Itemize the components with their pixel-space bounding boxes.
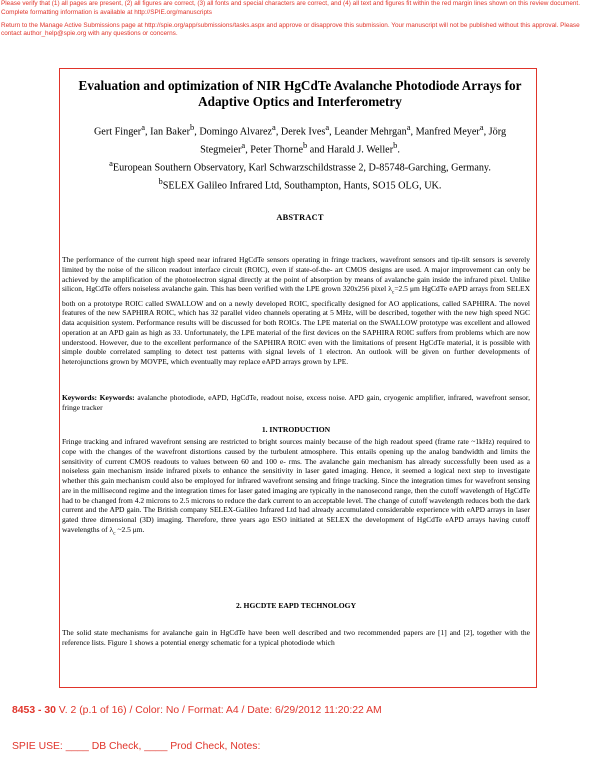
- spie-use-line: SPIE USE: ____ DB Check, ____ Prod Check, Notes:: [12, 741, 261, 752]
- section-1-heading: 1. INTRODUCTION: [261, 425, 331, 434]
- submission-meta: V. 2 (p.1 of 16) / Color: No / Format: A4 / Date: 6/29/2012 11:20:22 AM: [55, 705, 382, 716]
- keywords-paragraph: Keywords: Keywords: avalanche photodiode, eAPD, HgCdTe, readout noise, excess noise. APD gain, cryogenic amplifier, infrared, wavefront sensor, fringe tracker: [62, 393, 530, 412]
- abstract-heading: ABSTRACT: [276, 213, 324, 222]
- affiliation-b: $^b$SELEX Galileo Infrared Ltd, Southampton, Hants, SO15 OLG, UK.: [158, 175, 442, 192]
- affiliation-a: $^a$European Southern Observatory, Karl Schwarzschildstrasse 2, D-85748-Garching, Germany.: [109, 157, 491, 174]
- submission-footer: [12, 705, 382, 716]
- section-2-heading: 2. HGCDTE EAPD TECHNOLOGY: [235, 601, 357, 610]
- author-line-1: Gert Finger$^a$, Ian Baker$^b$, Domingo Alvarez$^a$, Derek Ives$^a$, Leander Mehrgan$^a$, Manfred Meyer$^a$, Jörg: [93, 122, 507, 138]
- return-notice: Return to the Manage Active Submissions page at http://spie.org/app/submissions/tasks.aspx and approve or disapprove this submission. Your manuscript will not be published without this approval. Please contact author_help@spie.org with any questions or concerns.: [1, 21, 580, 38]
- author-block: [62, 121, 538, 193]
- review-notice: [1, 0, 593, 43]
- introduction-paragraph: Fringe tracking and infrared wavefront sensing are restricted to bright sources mainly because of the high readout speed (frame rate ~1kHz) required to cope with the changes of the wavefront distortions caused by the turbulent atmosphere. This entails opening up the analog bandwidth and limits the sensitivity of current CMOS readouts to values between 60 and 100 e- rms. The avalanche gain mechanism has already successfully been used as a noiseless gain mechanism inside infrared pixels to enhance the sensitivity in laser gated imaging. Hence, it seemed a logical next step to investigate whether this gain mechanism could also be employed for infrared wavefront sensing and fringe tracking. Since the integration times for wavefront sensing are in the millisecond regime and the integration times for laser gated imaging are typically in the nanosecond range, then the cutoff wavelength of HgCdTe had to be changed from 4.2 microns to 2.5 microns to reduce the dark current to an acceptable level. The change of cutoff wavelength reduces both the dark current and the APD gain. The British company SELEX-Galileo Infrared Ltd had already accumulated considerable experience with eAPD arrays in laser gated three dimensional (3D) imaging. Therefore, three years ago ESO initiated at SELEX the development of HgCdTe eAPD arrays having cutoff wavelengths of $\lambda_c$ ~2.5 μm.: [62, 437, 530, 537]
- section-2-paragraph: The solid state mechanisms for avalanche gain in HgCdTe have been well described and two recommended papers are [1] and [2], together with the reference lists. Figure 1 shows a potential energy schematic for a typical photodiode which: [62, 628, 530, 647]
- verify-notice: Please verify that (1) all pages are present, (2) all figures are correct, (3) all fonts and special characters are correct, and (4) all text and figures fit within the red margin lines shown on this review document. Complete formatting information is available at http://SPIE.org/manuscripts: [1, 0, 580, 16]
- author-line-2: Stegmeier$^a$, Peter Thorne$^b$ and Harald J. Weller$^b$.: [200, 139, 400, 156]
- paper-title: Evaluation and optimization of NIR HgCdTe Avalanche Photodiode Arrays for Adaptive Optics and Interferometry: [78, 78, 522, 109]
- paper-id: 8453 - 30: [12, 705, 56, 716]
- abstract-paragraph: The performance of the current high speed near infrared HgCdTe sensors operating in fringe trackers, wavefront sensors and tip-tilt sensors is severely limited by the noise of the silicon readout interface circuit (ROIC), even if state-of-the- art CMOS designs are used. A major improvement can only be achieved by the amplification of the photoelectron signal directly at the point of absorption by means of avalanche gain inside the infrared pixel. Unlike silicon, HgCdTe offers noiseless avalanche gain. This has been verified with the LPE grown 320x256 pixel $\lambda_c=2.5$ μm HgCdTe eAPD arrays from SELEX both on a prototype ROIC called SWALLOW and on a newly developed ROIC, specifically designed for AO applications, called SAPHIRA. The novel features of the new SAPHIRA ROIC, which has 32 parallel video channels operating at 5 MHz, will be described, together with the new high speed NGC data acquisition system. Performance results will be discussed for both ROICs. The LPE material on the SWALLOW prototype was excellent and allowed operation at an APD gain as high as 33. Unfortunately, the LPE material of the first devices on the SAPHIRA ROIC suffers from problems which are now understood. However, due to the excellent performance of the SAPHIRA ROIC even with the limitations of present HgCdTe material, it is possible with simple double correlated sampling to detect test patterns with signal levels of 1 electron. An outlook will be given on further developments of heterojunctions grown by MOVPE, which eventually may replace eAPD arrays grown by LPE.: [62, 255, 530, 366]
